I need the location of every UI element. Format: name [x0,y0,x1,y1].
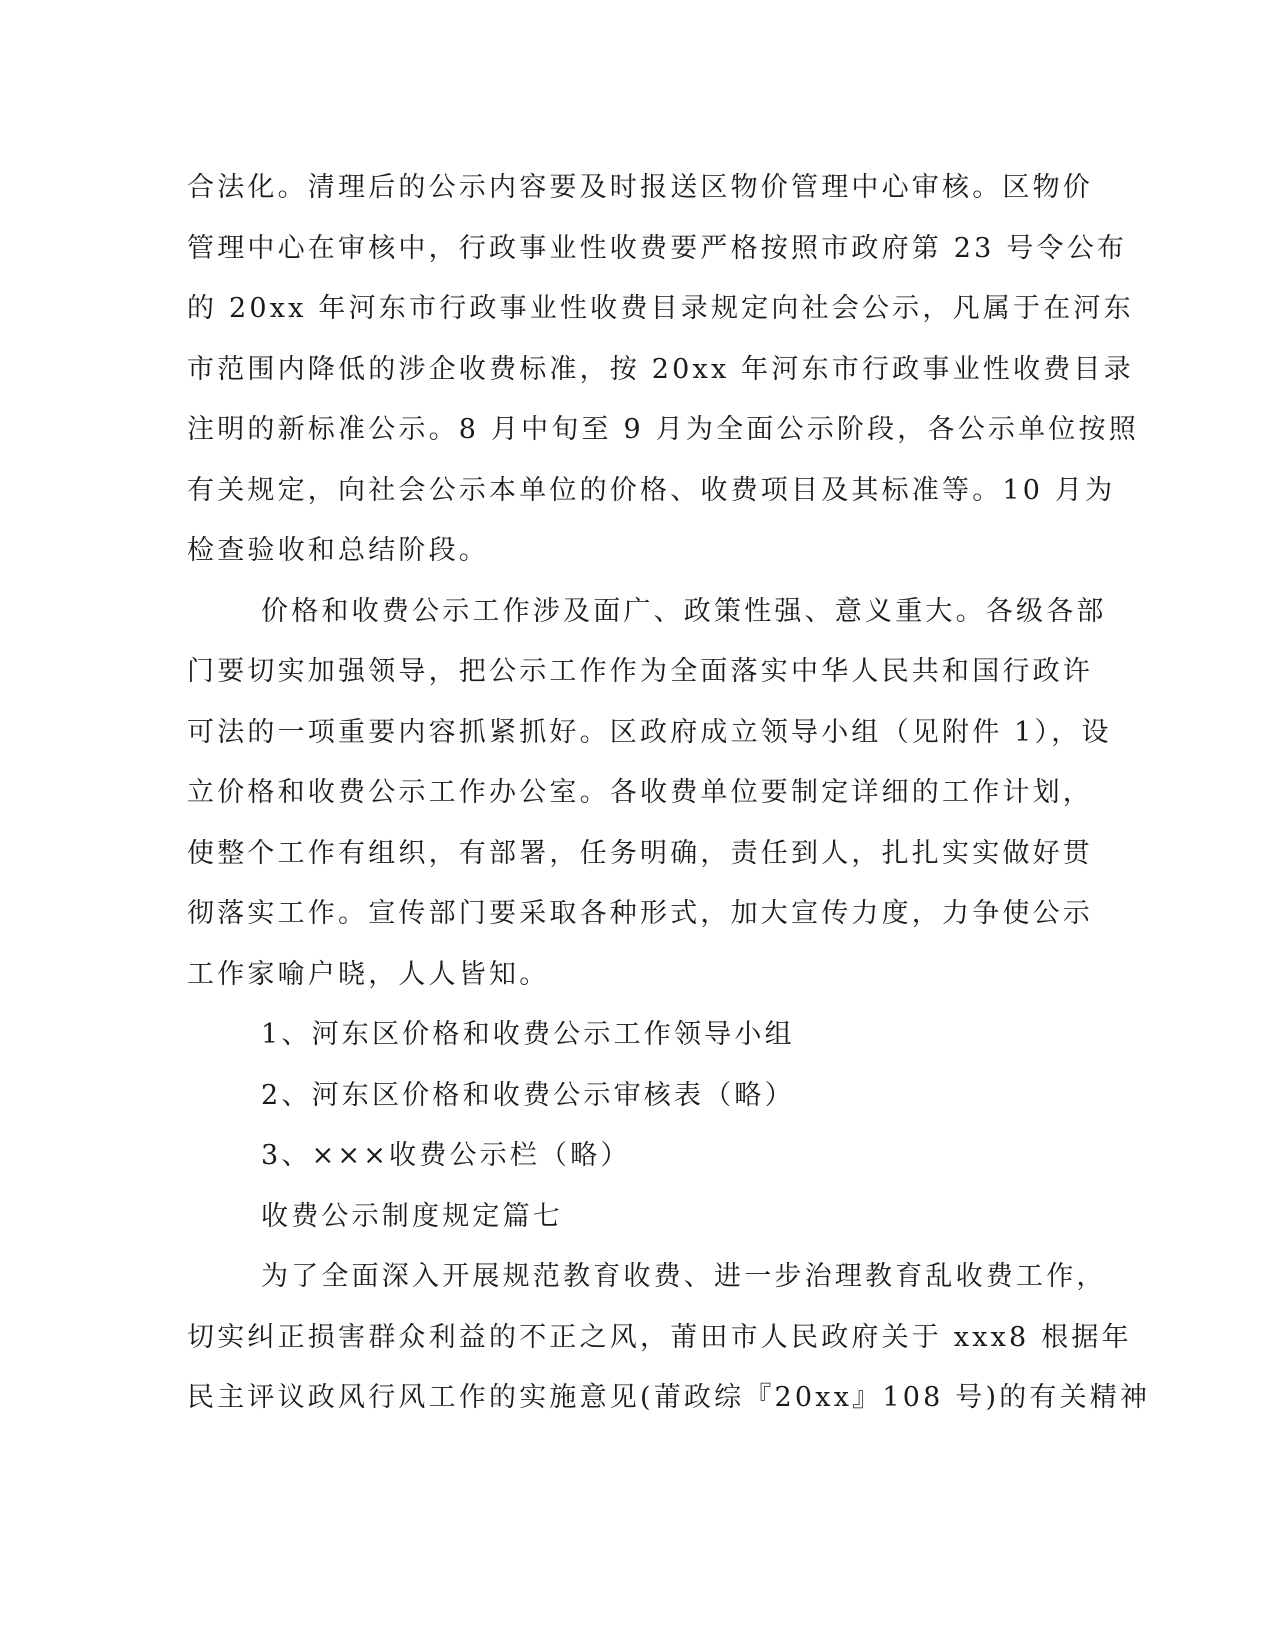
paragraph-line: 切实纠正损害群众利益的不正之风，莆田市人民政府关于 xxx8 根据年 [187,1321,1132,1353]
section-heading: 收费公示制度规定篇七 [261,1200,563,1232]
paragraph-line: 市范围内降低的涉企收费标准，按 20xx 年河东市行政事业性收费目录 [187,353,1134,385]
paragraph-line: 立价格和收费公示工作办公室。各收费单位要制定详细的工作计划， [187,777,1093,808]
attachment-item: 1、河东区价格和收费公示工作领导小组 [261,1019,795,1050]
paragraph-line: 可法的一项重要内容抓紧抓好。区政府成立领导小组（见附件 1），设 [187,716,1112,748]
paragraph-line: 民主评议政风行风工作的实施意见(莆政综『20xx』108 号)的有关精神 [187,1382,1151,1413]
paragraph-line: 工作家喻户晓，人人皆知。 [187,958,550,990]
paragraph-line: 彻落实工作。宣传部门要采取各种形式，加大宣传力度，力争使公示 [187,898,1093,929]
paragraph-line: 合法化。清理后的公示内容要及时报送区物价管理中心审核。区物价 [187,172,1093,203]
paragraph-line: 注明的新标准公示。8 月中旬至 9 月为全面公示阶段，各公示单位按照 [187,414,1139,445]
paragraph-line: 为了全面深入开展规范教育收费、进一步治理教育乱收费工作， [261,1261,1107,1292]
document-body [187,158,1151,1429]
attachment-item: 2、河东区价格和收费公示审核表（略） [261,1079,795,1111]
paragraph-line: 使整个工作有组织，有部署，任务明确，责任到人，扎扎实实做好贯 [187,837,1093,869]
attachment-item: 3、×××收费公示栏（略） [261,1140,631,1171]
paragraph-line: 的 20xx 年河东市行政事业性收费目录规定向社会公示，凡属于在河东 [187,293,1134,324]
paragraph-line: 有关规定，向社会公示本单位的价格、收费项目及其标准等。10 月为 [187,474,1116,506]
paragraph-line: 门要切实加强领导，把公示工作作为全面落实中华人民共和国行政许 [187,656,1093,687]
paragraph-line: 检查验收和总结阶段。 [187,535,489,566]
paragraph-line: 管理中心在审核中，行政事业性收费要严格按照市政府第 23 号令公布 [187,232,1128,264]
paragraph-line: 价格和收费公示工作涉及面广、政策性强、意义重大。各级各部 [261,595,1107,627]
